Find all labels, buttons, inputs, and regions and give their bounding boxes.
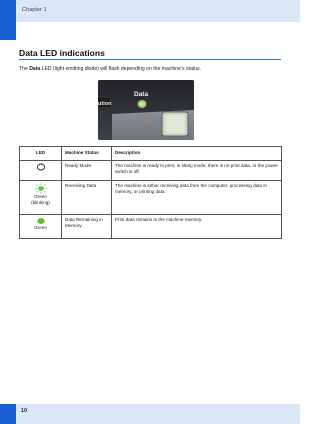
panel-label-partial: ution — [98, 101, 112, 107]
led-green-icon — [36, 217, 46, 225]
table-row — [20, 181, 282, 215]
section-title: Data LED indications — [19, 48, 105, 58]
column-header-status: Machine Status — [62, 147, 112, 161]
intro-data-word: Data — [29, 66, 41, 72]
status-cell: Data Remaining in Memory — [62, 215, 112, 239]
description-cell: The machine is ready to print, in sleep mode, there is no print data, or the power switch is off. — [112, 161, 282, 181]
led-cell — [20, 181, 62, 215]
description-cell: The machine is either receiving data from the computer, processing data in memory, or printing data. — [112, 181, 282, 215]
led-off-icon — [36, 163, 46, 171]
status-cell: Ready Mode — [62, 161, 112, 181]
control-panel-photo — [98, 80, 194, 140]
led-color-label: Green — [34, 194, 47, 199]
table-header-row — [20, 147, 282, 161]
page-number: 10 — [21, 408, 27, 414]
intro-paragraph: The Data LED (light emitting diode) will flash depending on the machine’s status. — [19, 66, 201, 72]
control-panel-illustration — [98, 80, 194, 140]
led-state-label: (blinking) — [31, 200, 50, 206]
data-led-icon — [138, 100, 147, 108]
status-cell: Receiving Data — [62, 181, 112, 215]
table-row — [20, 161, 282, 181]
footer-band — [0, 404, 300, 424]
indicator-dot-icon — [145, 119, 147, 121]
led-color-label: Green — [34, 225, 47, 230]
column-header-description: Description — [112, 147, 282, 161]
table-row — [20, 215, 282, 239]
chapter-label: Chapter 1 — [22, 7, 47, 13]
led-cell — [20, 161, 62, 181]
led-blinking-green-icon — [35, 183, 47, 194]
title-rule — [19, 59, 281, 60]
description-cell: Print data remains in the machine memory. — [112, 215, 282, 239]
footer-tab — [0, 404, 16, 424]
panel-label-data: Data — [134, 91, 149, 98]
led-table — [19, 146, 282, 239]
column-header-led: LED — [20, 147, 62, 161]
chapter-tab — [0, 0, 16, 40]
led-cell — [20, 215, 62, 239]
